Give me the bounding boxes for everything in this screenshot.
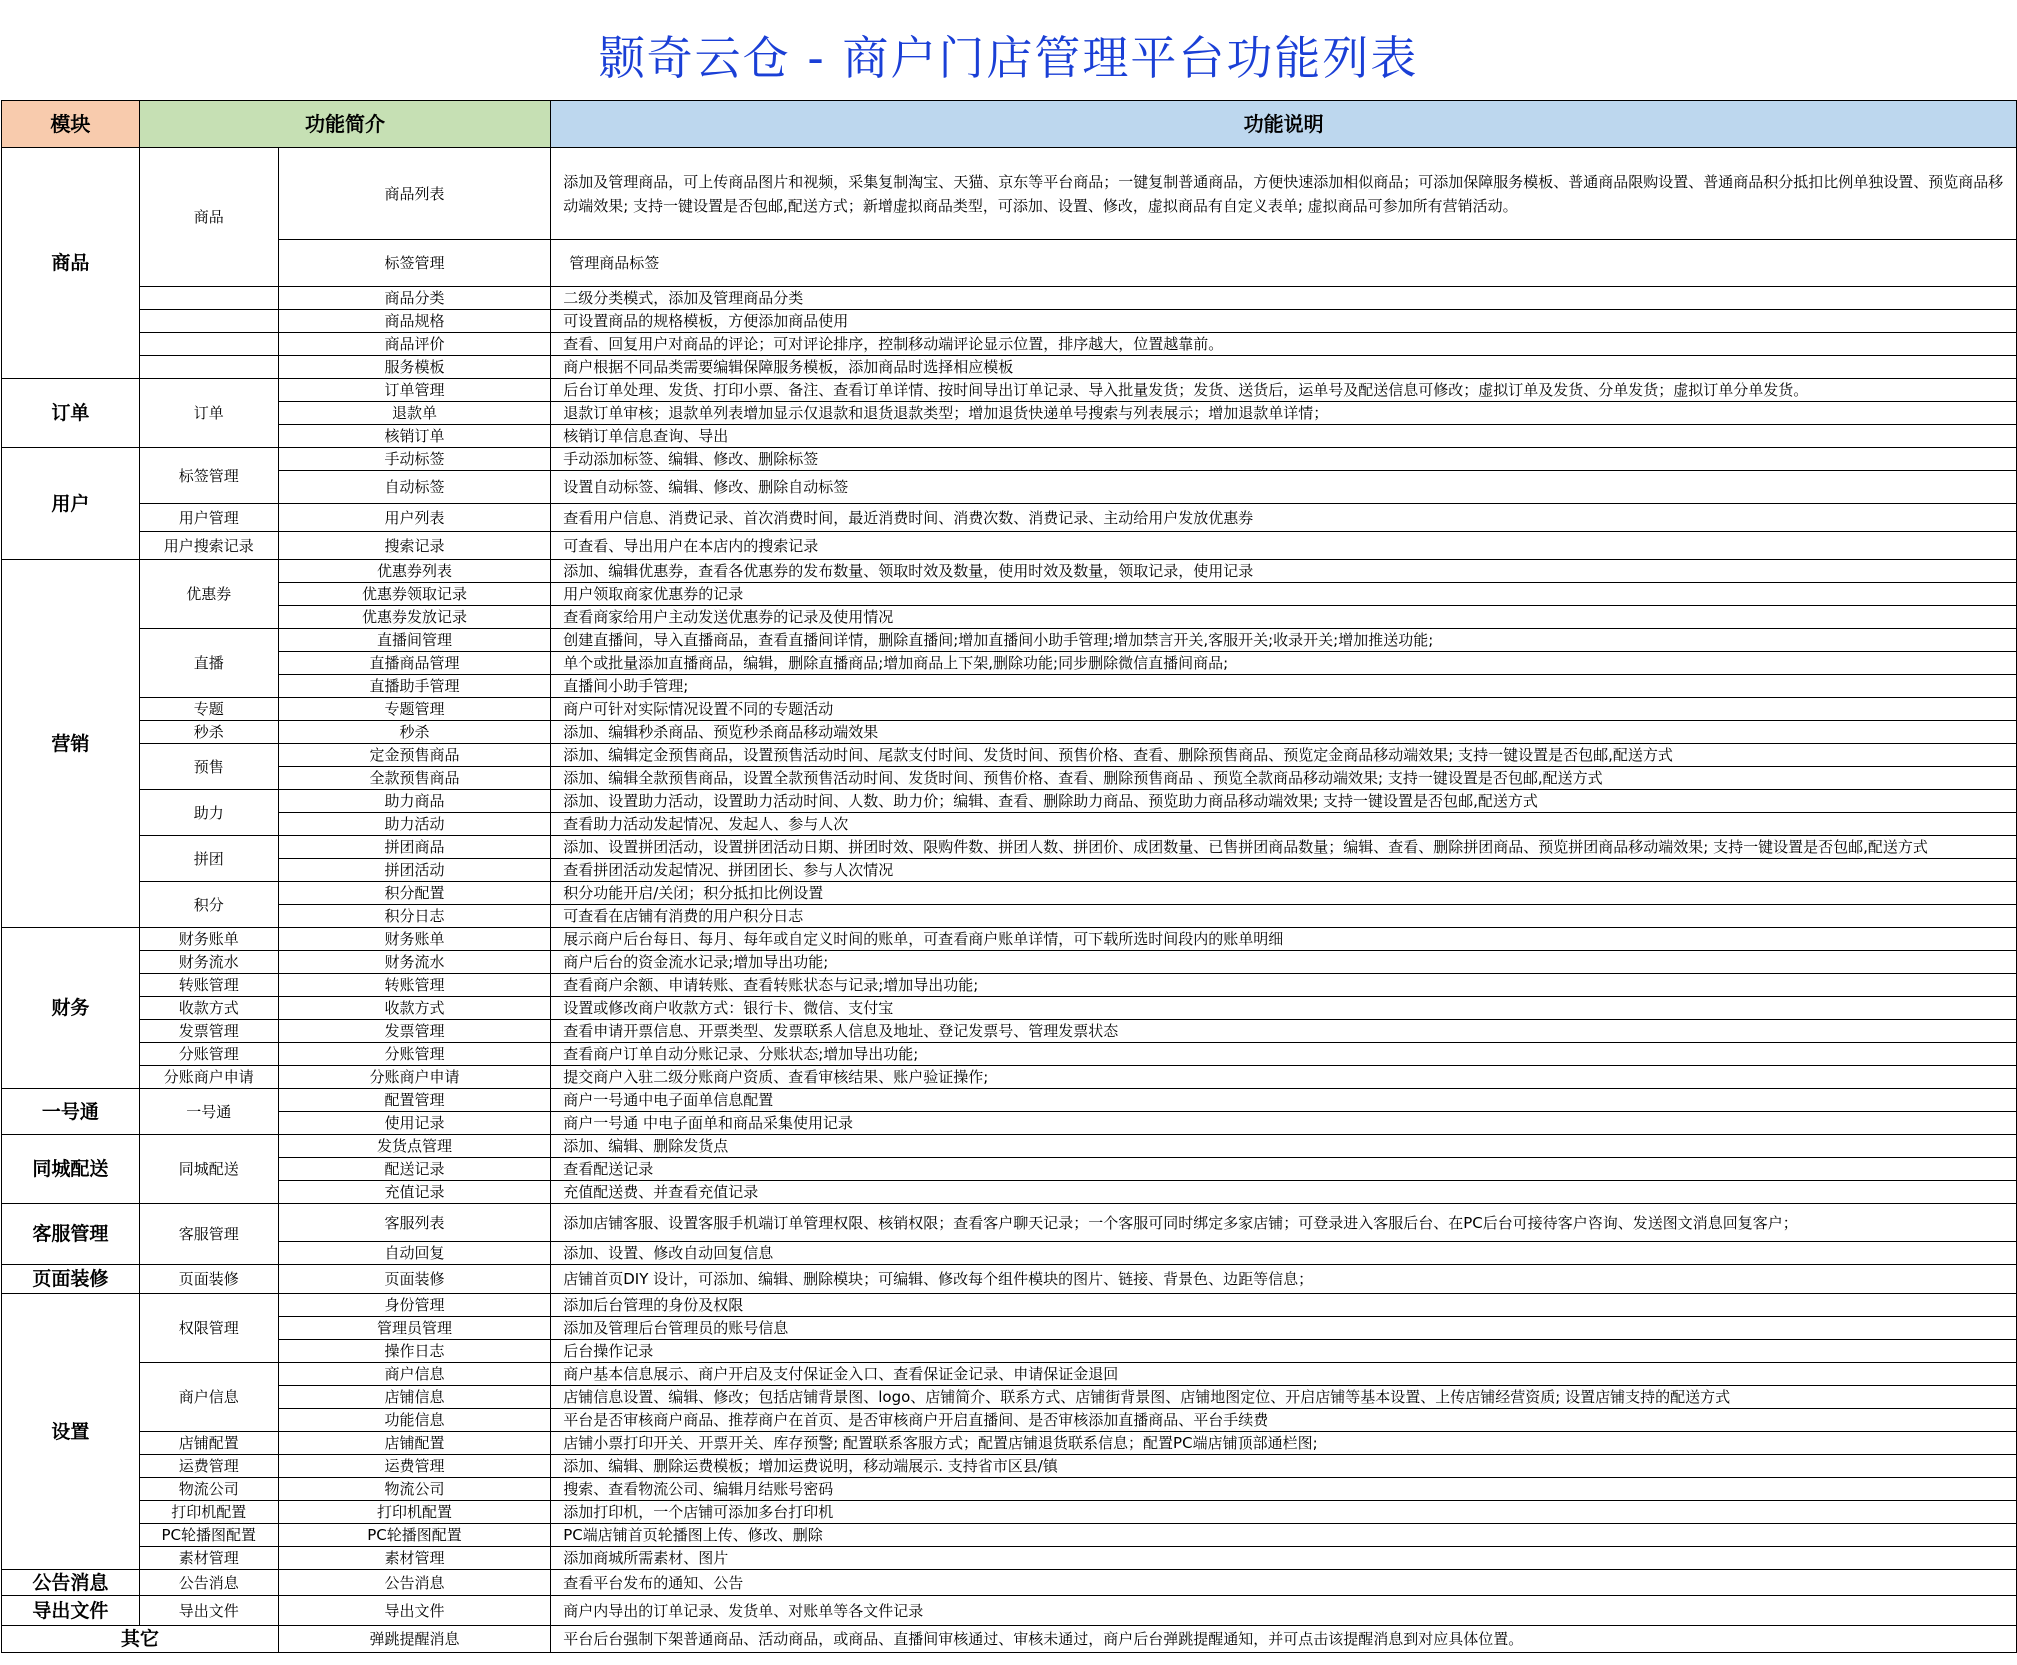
desc-page-decor: 店铺首页DIY 设计，可添加、编辑、删除模块；可编辑、修改每个组件模块的图片、链接、背景色、边距等信息； bbox=[551, 1265, 2017, 1294]
group-orders: 订单 bbox=[139, 379, 278, 448]
feature-invoice: 发票管理 bbox=[278, 1020, 551, 1043]
desc-yht-log: 商户一号通 中电子面单和商品采集使用记录 bbox=[551, 1112, 2017, 1135]
table-row bbox=[2, 1066, 2017, 1089]
table-row bbox=[2, 1294, 2017, 1317]
desc-live-assistant: 直播间小助手管理; bbox=[551, 675, 2017, 698]
feature-goods-category: 商品分类 bbox=[278, 287, 551, 310]
feature-manual-tag: 手动标签 bbox=[278, 448, 551, 471]
group-split: 分账管理 bbox=[139, 1043, 278, 1066]
table-row bbox=[2, 1547, 2017, 1570]
feature-yht-cfg: 配置管理 bbox=[278, 1089, 551, 1112]
header-summary: 功能简介 bbox=[139, 101, 550, 148]
desc-goods-tags: 管理商品标签 bbox=[551, 240, 2017, 287]
group-invoice: 发票管理 bbox=[139, 1020, 278, 1043]
desc-service-tpl: 商户根据不同品类需要编辑保障服务模板，添加商品时选择相应模板 bbox=[551, 356, 2017, 379]
group-coupon: 优惠券 bbox=[139, 560, 278, 629]
header-description: 功能说明 bbox=[551, 101, 2017, 148]
desc-popup: 平台后台强制下架普通商品、活动商品，或商品、直播间审核通过、审核未通过，商户后台弹跳提醒通知，并可点击该提醒消息到对应具体位置。 bbox=[551, 1626, 2017, 1653]
desc-service-list: 添加店铺客服、设置客服手机端订单管理权限、核销权限；查看客户聊天记录；一个客服可同时绑定多家店铺；可登录进入客服后台、在PC后台可接待客户咨询、发送图文消息回复客户； bbox=[551, 1204, 2017, 1242]
feature-banner: PC轮播图配置 bbox=[278, 1524, 551, 1547]
desc-recharge-log: 充值配送费、并查看充值记录 bbox=[551, 1181, 2017, 1204]
feature-goods-list: 商品列表 bbox=[278, 148, 551, 240]
desc-user-list: 查看用户信息、消费记录、首次消费时间，最近消费时间、消费次数、消费记录、主动给用户发放优惠券 bbox=[551, 504, 2017, 532]
group-page: 页面装修 bbox=[139, 1265, 278, 1294]
table-row bbox=[2, 1135, 2017, 1158]
group-merchant: 商户信息 bbox=[139, 1363, 278, 1432]
table-row bbox=[2, 698, 2017, 721]
feature-service-list: 客服列表 bbox=[278, 1204, 551, 1242]
module-goods: 商品 bbox=[2, 148, 140, 379]
desc-coupon-list: 添加、编辑优惠券，查看各优惠券的发布数量、领取时效及数量，使用时效及数量，领取记录，使用记录 bbox=[551, 560, 2017, 583]
table-row bbox=[2, 928, 2017, 951]
group-printer: 打印机配置 bbox=[139, 1501, 278, 1524]
module-export: 导出文件 bbox=[2, 1596, 140, 1626]
module-users: 用户 bbox=[2, 448, 140, 560]
table-row bbox=[2, 1596, 2017, 1626]
group-points: 积分 bbox=[139, 882, 278, 928]
table-row bbox=[2, 504, 2017, 532]
table-row bbox=[2, 859, 2017, 882]
feature-op-log: 操作日志 bbox=[278, 1340, 551, 1363]
table-row bbox=[2, 629, 2017, 652]
group-split-apply: 分账商户申请 bbox=[139, 1066, 278, 1089]
desc-live-room: 创建直播间，导入直播商品，查看直播间详情，删除直播间;增加直播间小助手管理;增加禁言开关,客服开关;收录开关;增加推送功能; bbox=[551, 629, 2017, 652]
table-row bbox=[2, 1570, 2017, 1596]
desc-goods-review: 查看、回复用户对商品的评论；可对评论排序，控制移动端评论显示位置，排序越大，位置越靠前。 bbox=[551, 333, 2017, 356]
feature-delivery-log: 配送记录 bbox=[278, 1158, 551, 1181]
group-transfer: 转账管理 bbox=[139, 974, 278, 997]
feature-goods-tags: 标签管理 bbox=[278, 240, 551, 287]
group-banner: PC轮播图配置 bbox=[139, 1524, 278, 1547]
desc-topic-mgmt: 商户可针对实际情况设置不同的专题活动 bbox=[551, 698, 2017, 721]
desc-logistics: 搜索、查看物流公司、编辑月结账号密码 bbox=[551, 1478, 2017, 1501]
feature-refund: 退款单 bbox=[278, 402, 551, 425]
module-notice: 公告消息 bbox=[2, 1570, 140, 1596]
desc-func-info: 平台是否审核商户商品、推荐商户在首页、是否审核商户开启直播间、是否审核添加直播商品、平台手续费 bbox=[551, 1409, 2017, 1432]
feature-popup: 弹跳提醒消息 bbox=[278, 1626, 551, 1653]
group-goods: 商品 bbox=[139, 148, 278, 287]
table-header-row bbox=[2, 101, 2017, 148]
table-row bbox=[2, 882, 2017, 905]
feature-shipping: 运费管理 bbox=[278, 1455, 551, 1478]
table-row bbox=[2, 1317, 2017, 1340]
group-permission: 权限管理 bbox=[139, 1294, 278, 1363]
desc-goods-spec: 可设置商品的规格模板，方便添加商品使用 bbox=[551, 310, 2017, 333]
feature-split-apply: 分账商户申请 bbox=[278, 1066, 551, 1089]
table-row bbox=[2, 379, 2017, 402]
table-row bbox=[2, 1524, 2017, 1547]
group-user-mgmt: 用户管理 bbox=[139, 504, 278, 532]
desc-printer: 添加打印机，一个店铺可添加多台打印机 bbox=[551, 1501, 2017, 1524]
feature-coupon-list: 优惠券列表 bbox=[278, 560, 551, 583]
feature-printer: 打印机配置 bbox=[278, 1501, 551, 1524]
feature-assist-goods: 助力商品 bbox=[278, 790, 551, 813]
group-logistics: 物流公司 bbox=[139, 1478, 278, 1501]
feature-group-activity: 拼团活动 bbox=[278, 859, 551, 882]
group-yihaotong: 一号通 bbox=[139, 1089, 278, 1135]
table-row bbox=[2, 1455, 2017, 1478]
group-group-buy: 拼团 bbox=[139, 836, 278, 882]
desc-fin-flow: 商户后台的资金流水记录;增加导出功能; bbox=[551, 951, 2017, 974]
table-row bbox=[2, 1363, 2017, 1386]
feature-fin-bill: 财务账单 bbox=[278, 928, 551, 951]
table-row bbox=[2, 1265, 2017, 1294]
table-row bbox=[2, 402, 2017, 425]
feature-live-room: 直播间管理 bbox=[278, 629, 551, 652]
table-row bbox=[2, 790, 2017, 813]
group-payment: 收款方式 bbox=[139, 997, 278, 1020]
feature-yht-log: 使用记录 bbox=[278, 1112, 551, 1135]
table-row bbox=[2, 240, 2017, 287]
feature-pickup: 发货点管理 bbox=[278, 1135, 551, 1158]
module-page: 页面装修 bbox=[2, 1265, 140, 1294]
table-row bbox=[2, 1501, 2017, 1524]
feature-auto-tag: 自动标签 bbox=[278, 471, 551, 504]
table-row bbox=[2, 471, 2017, 504]
module-other: 其它 bbox=[2, 1626, 279, 1653]
module-delivery: 同城配送 bbox=[2, 1135, 140, 1204]
module-settings: 设置 bbox=[2, 1294, 140, 1570]
table-row bbox=[2, 951, 2017, 974]
desc-live-goods: 单个或批量添加直播商品，编辑，删除直播商品;增加商品上下架,删除功能;同步删除微信直播间商品; bbox=[551, 652, 2017, 675]
desc-delivery-log: 查看配送记录 bbox=[551, 1158, 2017, 1181]
group-live: 直播 bbox=[139, 629, 278, 698]
desc-admin: 添加及管理后台管理员的账号信息 bbox=[551, 1317, 2017, 1340]
desc-goods-list: 添加及管理商品，可上传商品图片和视频，采集复制淘宝、天猫、京东等平台商品；一键复制普通商品，方便快速添加相似商品；可添加保障服务模板、普通商品限购设置、普通商品积分抵扣比例单独设置、预览商品移动端效果; 支持一键设置是否包邮,配送方式；新增虚拟商品类型，可添加、设置、修改，虚拟商品有自定义表单; 虚拟商品可参加所有营销活动。 bbox=[551, 148, 2017, 240]
table-row bbox=[2, 1242, 2017, 1265]
desc-store-cfg: 店铺小票打印开关、开票开关、库存预警; 配置联系客服方式；配置店铺退货联系信息；配置PC端店铺顶部通栏图; bbox=[551, 1432, 2017, 1455]
desc-points-cfg: 积分功能开启/关闭；积分抵扣比例设置 bbox=[551, 882, 2017, 905]
desc-material: 添加商城所需素材、图片 bbox=[551, 1547, 2017, 1570]
group-export: 导出文件 bbox=[139, 1596, 278, 1626]
group-store-cfg: 店铺配置 bbox=[139, 1432, 278, 1455]
feature-order-mgmt: 订单管理 bbox=[278, 379, 551, 402]
feature-payment: 收款方式 bbox=[278, 997, 551, 1020]
desc-coupon-claim: 用户领取商家优惠券的记录 bbox=[551, 583, 2017, 606]
table-row bbox=[2, 1043, 2017, 1066]
module-service: 客服管理 bbox=[2, 1204, 140, 1265]
table-row bbox=[2, 675, 2017, 698]
module-yihaotong: 一号通 bbox=[2, 1089, 140, 1135]
table-row bbox=[2, 1089, 2017, 1112]
desc-export: 商户内导出的订单记录、发货单、对账单等各文件记录 bbox=[551, 1596, 2017, 1626]
group-notice: 公告消息 bbox=[139, 1570, 278, 1596]
feature-coupon-issue: 优惠券发放记录 bbox=[278, 606, 551, 629]
table-row bbox=[2, 532, 2017, 560]
desc-verify-order: 核销订单信息查询、导出 bbox=[551, 425, 2017, 448]
feature-points-log: 积分日志 bbox=[278, 905, 551, 928]
table-row bbox=[2, 1204, 2017, 1242]
group-service: 客服管理 bbox=[139, 1204, 278, 1265]
feature-table bbox=[1, 100, 2017, 1653]
feature-seckill: 秒杀 bbox=[278, 721, 551, 744]
group-seckill: 秒杀 bbox=[139, 721, 278, 744]
feature-full-presale: 全款预售商品 bbox=[278, 767, 551, 790]
group-material: 素材管理 bbox=[139, 1547, 278, 1570]
feature-live-assistant: 直播助手管理 bbox=[278, 675, 551, 698]
desc-op-log: 后台操作记录 bbox=[551, 1340, 2017, 1363]
desc-identity: 添加后台管理的身份及权限 bbox=[551, 1294, 2017, 1317]
module-orders: 订单 bbox=[2, 379, 140, 448]
table-row bbox=[2, 1158, 2017, 1181]
page-title: 颢奇云仓 - 商户门店管理平台功能列表 bbox=[598, 31, 1419, 85]
group-shipping: 运费管理 bbox=[139, 1455, 278, 1478]
desc-coupon-issue: 查看商家给用户主动发送优惠券的记录及使用情况 bbox=[551, 606, 2017, 629]
feature-deposit-presale: 定金预售商品 bbox=[278, 744, 551, 767]
feature-page-decor: 页面装修 bbox=[278, 1265, 551, 1294]
table-row bbox=[2, 974, 2017, 997]
feature-transfer: 转账管理 bbox=[278, 974, 551, 997]
feature-identity: 身份管理 bbox=[278, 1294, 551, 1317]
feature-store-info: 店铺信息 bbox=[278, 1386, 551, 1409]
desc-search-log: 可查看、导出用户在本店内的搜索记录 bbox=[551, 532, 2017, 560]
group-fin-flow: 财务流水 bbox=[139, 951, 278, 974]
desc-order-mgmt: 后台订单处理、发货、打印小票、备注、查看订单详情、按时间导出订单记录、导入批量发货；发货、送货后，运单号及配送信息可修改；虚拟订单及发货、分单发货；虚拟订单分单发货。 bbox=[551, 379, 2017, 402]
header-module: 模块 bbox=[2, 101, 140, 148]
table-row bbox=[2, 148, 2017, 240]
feature-func-info: 功能信息 bbox=[278, 1409, 551, 1432]
table-row bbox=[2, 560, 2017, 583]
desc-points-log: 可查看在店铺有消费的用户积分日志 bbox=[551, 905, 2017, 928]
group-presale: 预售 bbox=[139, 744, 278, 790]
desc-split: 查看商户订单自动分账记录、分账状态;增加导出功能; bbox=[551, 1043, 2017, 1066]
desc-auto-tag: 设置自动标签、编辑、修改、删除自动标签 bbox=[551, 471, 2017, 504]
feature-notice: 公告消息 bbox=[278, 1570, 551, 1596]
desc-group-goods: 添加、设置拼团活动，设置拼团活动日期、拼团时效、限购件数、拼团人数、拼团价、成团数量、已售拼团商品数量；编辑、查看、删除拼团商品、预览拼团商品移动端效果; 支持一键设置是否包邮,配送方式 bbox=[551, 836, 2017, 859]
feature-split: 分账管理 bbox=[278, 1043, 551, 1066]
table-row bbox=[2, 767, 2017, 790]
desc-split-apply: 提交商户入驻二级分账商户资质、查看审核结果、账户验证操作; bbox=[551, 1066, 2017, 1089]
desc-seckill: 添加、编辑秒杀商品、预览秒杀商品移动端效果 bbox=[551, 721, 2017, 744]
desc-shipping: 添加、编辑、删除运费模板；增加运费说明，移动端展示. 支持省市区县/镇 bbox=[551, 1455, 2017, 1478]
table-row bbox=[2, 583, 2017, 606]
table-row bbox=[2, 997, 2017, 1020]
feature-topic-mgmt: 专题管理 bbox=[278, 698, 551, 721]
group-delivery: 同城配送 bbox=[139, 1135, 278, 1204]
feature-recharge-log: 充值记录 bbox=[278, 1181, 551, 1204]
desc-deposit-presale: 添加、编辑定金预售商品，设置预售活动时间、尾款支付时间、发货时间、预售价格、查看、删除预售商品、预览定金商品移动端效果; 支持一键设置是否包邮,配送方式 bbox=[551, 744, 2017, 767]
feature-assist-activity: 助力活动 bbox=[278, 813, 551, 836]
table-row bbox=[2, 836, 2017, 859]
feature-verify-order: 核销订单 bbox=[278, 425, 551, 448]
group-user-search: 用户搜索记录 bbox=[139, 532, 278, 560]
feature-user-list: 用户列表 bbox=[278, 504, 551, 532]
desc-banner: PC端店铺首页轮播图上传、修改、删除 bbox=[551, 1524, 2017, 1547]
table-row bbox=[2, 1409, 2017, 1432]
group-assist: 助力 bbox=[139, 790, 278, 836]
table-row bbox=[2, 1626, 2017, 1653]
desc-auto-reply: 添加、设置、修改自动回复信息 bbox=[551, 1242, 2017, 1265]
feature-live-goods: 直播商品管理 bbox=[278, 652, 551, 675]
feature-export: 导出文件 bbox=[278, 1596, 551, 1626]
desc-merchant-info: 商户基本信息展示、商户开启及支付保证金入口、查看保证金记录、申请保证金退回 bbox=[551, 1363, 2017, 1386]
table-row bbox=[2, 1181, 2017, 1204]
table-row bbox=[2, 1478, 2017, 1501]
desc-goods-category: 二级分类模式，添加及管理商品分类 bbox=[551, 287, 2017, 310]
module-marketing: 营销 bbox=[2, 560, 140, 928]
desc-manual-tag: 手动添加标签、编辑、修改、删除标签 bbox=[551, 448, 2017, 471]
desc-yht-cfg: 商户一号通中电子面单信息配置 bbox=[551, 1089, 2017, 1112]
feature-store-cfg: 店铺配置 bbox=[278, 1432, 551, 1455]
table-row bbox=[2, 448, 2017, 471]
table-row bbox=[2, 606, 2017, 629]
table-row bbox=[2, 310, 2017, 333]
table-row bbox=[2, 1386, 2017, 1409]
group-fin-bill: 财务账单 bbox=[139, 928, 278, 951]
table-row bbox=[2, 1112, 2017, 1135]
feature-points-cfg: 积分配置 bbox=[278, 882, 551, 905]
feature-merchant-info: 商户信息 bbox=[278, 1363, 551, 1386]
table-row bbox=[2, 1020, 2017, 1043]
table-row bbox=[2, 813, 2017, 836]
feature-material: 素材管理 bbox=[278, 1547, 551, 1570]
feature-logistics: 物流公司 bbox=[278, 1478, 551, 1501]
table-row bbox=[2, 652, 2017, 675]
desc-invoice: 查看申请开票信息、开票类型、发票联系人信息及地址、登记发票号、管理发票状态 bbox=[551, 1020, 2017, 1043]
table-row bbox=[2, 425, 2017, 448]
desc-fin-bill: 展示商户后台每日、每月、每年或自定义时间的账单，可查看商户账单详情，可下载所选时间段内的账单明细 bbox=[551, 928, 2017, 951]
feature-goods-spec: 商品规格 bbox=[278, 310, 551, 333]
table-row bbox=[2, 287, 2017, 310]
desc-assist-activity: 查看助力活动发起情况、发起人、参与人次 bbox=[551, 813, 2017, 836]
desc-store-info: 店铺信息设置、编辑、修改；包括店铺背景图、logo、店铺简介、联系方式、店铺街背景图、店铺地图定位、开启店铺等基本设置、上传店铺经营资质; 设置店铺支持的配送方式 bbox=[551, 1386, 2017, 1409]
feature-auto-reply: 自动回复 bbox=[278, 1242, 551, 1265]
table-row bbox=[2, 905, 2017, 928]
desc-notice: 查看平台发布的通知、公告 bbox=[551, 1570, 2017, 1596]
table-row bbox=[2, 744, 2017, 767]
feature-fin-flow: 财务流水 bbox=[278, 951, 551, 974]
desc-refund: 退款订单审核；退款单列表增加显示仅退款和退货退款类型；增加退货快递单号搜索与列表展示；增加退款单详情； bbox=[551, 402, 2017, 425]
feature-admin: 管理员管理 bbox=[278, 1317, 551, 1340]
group-topic: 专题 bbox=[139, 698, 278, 721]
module-finance: 财务 bbox=[2, 928, 140, 1089]
desc-group-activity: 查看拼团活动发起情况、拼团团长、参与人次情况 bbox=[551, 859, 2017, 882]
feature-service-tpl: 服务模板 bbox=[278, 356, 551, 379]
table-row bbox=[2, 1340, 2017, 1363]
desc-full-presale: 添加、编辑全款预售商品，设置全款预售活动时间、发货时间、预售价格、查看、删除预售商品 、预览全款商品移动端效果; 支持一键设置是否包邮,配送方式 bbox=[551, 767, 2017, 790]
table-row bbox=[2, 721, 2017, 744]
desc-payment: 设置或修改商户收款方式：银行卡、微信、支付宝 bbox=[551, 997, 2017, 1020]
desc-pickup: 添加、编辑、删除发货点 bbox=[551, 1135, 2017, 1158]
group-tags: 标签管理 bbox=[139, 448, 278, 504]
table-row bbox=[2, 333, 2017, 356]
feature-coupon-claim: 优惠券领取记录 bbox=[278, 583, 551, 606]
table-row bbox=[2, 356, 2017, 379]
desc-assist-goods: 添加、设置助力活动，设置助力活动时间、人数、助力价；编辑、查看、删除助力商品、预览助力商品移动端效果; 支持一键设置是否包邮,配送方式 bbox=[551, 790, 2017, 813]
feature-group-goods: 拼团商品 bbox=[278, 836, 551, 859]
feature-search-log: 搜索记录 bbox=[278, 532, 551, 560]
table-row bbox=[2, 1432, 2017, 1455]
desc-transfer: 查看商户余额、申请转账、查看转账状态与记录;增加导出功能; bbox=[551, 974, 2017, 997]
feature-goods-review: 商品评价 bbox=[278, 333, 551, 356]
